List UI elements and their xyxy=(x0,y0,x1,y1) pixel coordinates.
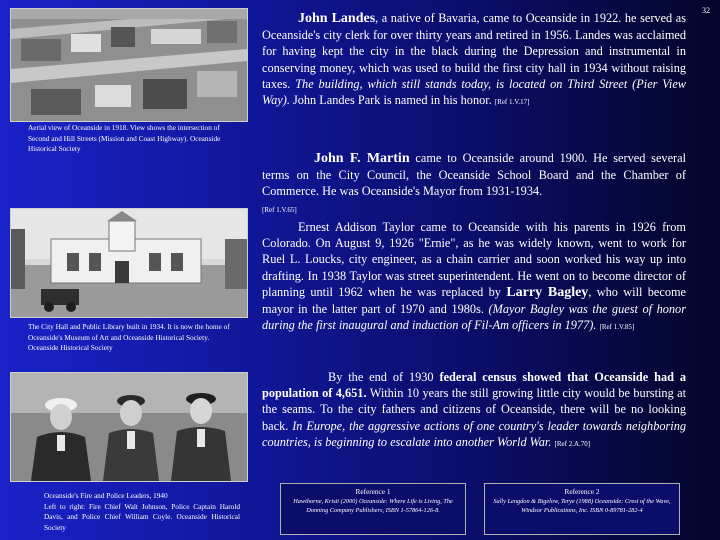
paragraph-taylor: Ernest Addison Taylor came to Oceanside with his parents in 1926 from Colorado. On August 9, 1926 "Ernie", as he was widely known, went to work for Ruel L. Loucks, city engineer, as a chain carrier and soon worked his way up into drafting. In 1938 Taylor was street superintendent. He went on to become director of planning until 1962 when he was replaced by Larry Bagley, who will become mayor in the latter part of 1970 and 1980s. (Mayor Bagley was the guest of honor during the first inaugural and induction of Fil-Am officers in 1977). [Ref 1.V.85] xyxy=(262,220,686,333)
reference-box-1: Reference 1 Hawthorne, Kristi (2000) Oceanside: Where Life is Living, The Donning Company Publishers, ISBN 1-57864-126-8. xyxy=(280,483,466,535)
city-hall-photo xyxy=(10,208,248,318)
paragraph-census: By the end of 1930 federal census showed that Oceanside had a population of 4,651. Within 10 years the still growing little city would be bursting at the seams. To the city fathers and citizens of Oceanside, there will be no looking back. In Europe, the aggressive actions of one country's leader towards neighboring countries, is beginning to escalate into another World War. [Ref 2.A.70] xyxy=(262,370,686,449)
leaders-photo xyxy=(10,372,248,482)
aerial-photo-caption: Aerial view of Oceanside in 1918. View shows the intersection of Second and Hill Streets (Mission and Coast Highway). Oceanside Historical Society xyxy=(28,123,221,153)
paragraph-martin: John F. Martin came to Oceanside around 1900. He served several terms on the City Council, the Oceanside School Board and the Chamber of Commerce. He was Oceanside's Mayor from 1931-1934. [Ref 1.V.65] xyxy=(262,151,686,214)
reference-box-2: Reference 2 Sally Lengdon & Bigelow, Terye (1988) Oceanside: Crest of the Wave, Windsor Publications, Inc. ISBN 0-89781-282-4 xyxy=(484,483,680,535)
page-number: 32 xyxy=(702,6,710,15)
aerial-photo xyxy=(10,8,248,122)
city-hall-photo-caption: The City Hall and Public Library built in 1934. It is now the home of Oceanside's Museum of Art and Oceanside Historical Society. Oceanside Historical Society xyxy=(28,322,230,352)
paragraph-landes: John Landes, a native of Bavaria, came to Oceanside in 1922. he served as Oceanside's city clerk for over thirty years and retired in 1956. Landes was acclaimed for having kept the city in the black during the Depression and instrumental in conserving money, which was used to build the first city hall in 1934 without raising taxes. The building, which still stands today, is located on Third Street (Pier View Way). John Landes Park is named in his honor. [Ref 1.V.17] xyxy=(262,11,686,108)
leaders-photo-caption: Oceanside's Fire and Police Leaders, 1940 Left to right: Fire Chief Walt Johnson, Police Captain Harold Davis, and Police Chief William Coyle. Oceanside Historical Society xyxy=(44,491,240,532)
